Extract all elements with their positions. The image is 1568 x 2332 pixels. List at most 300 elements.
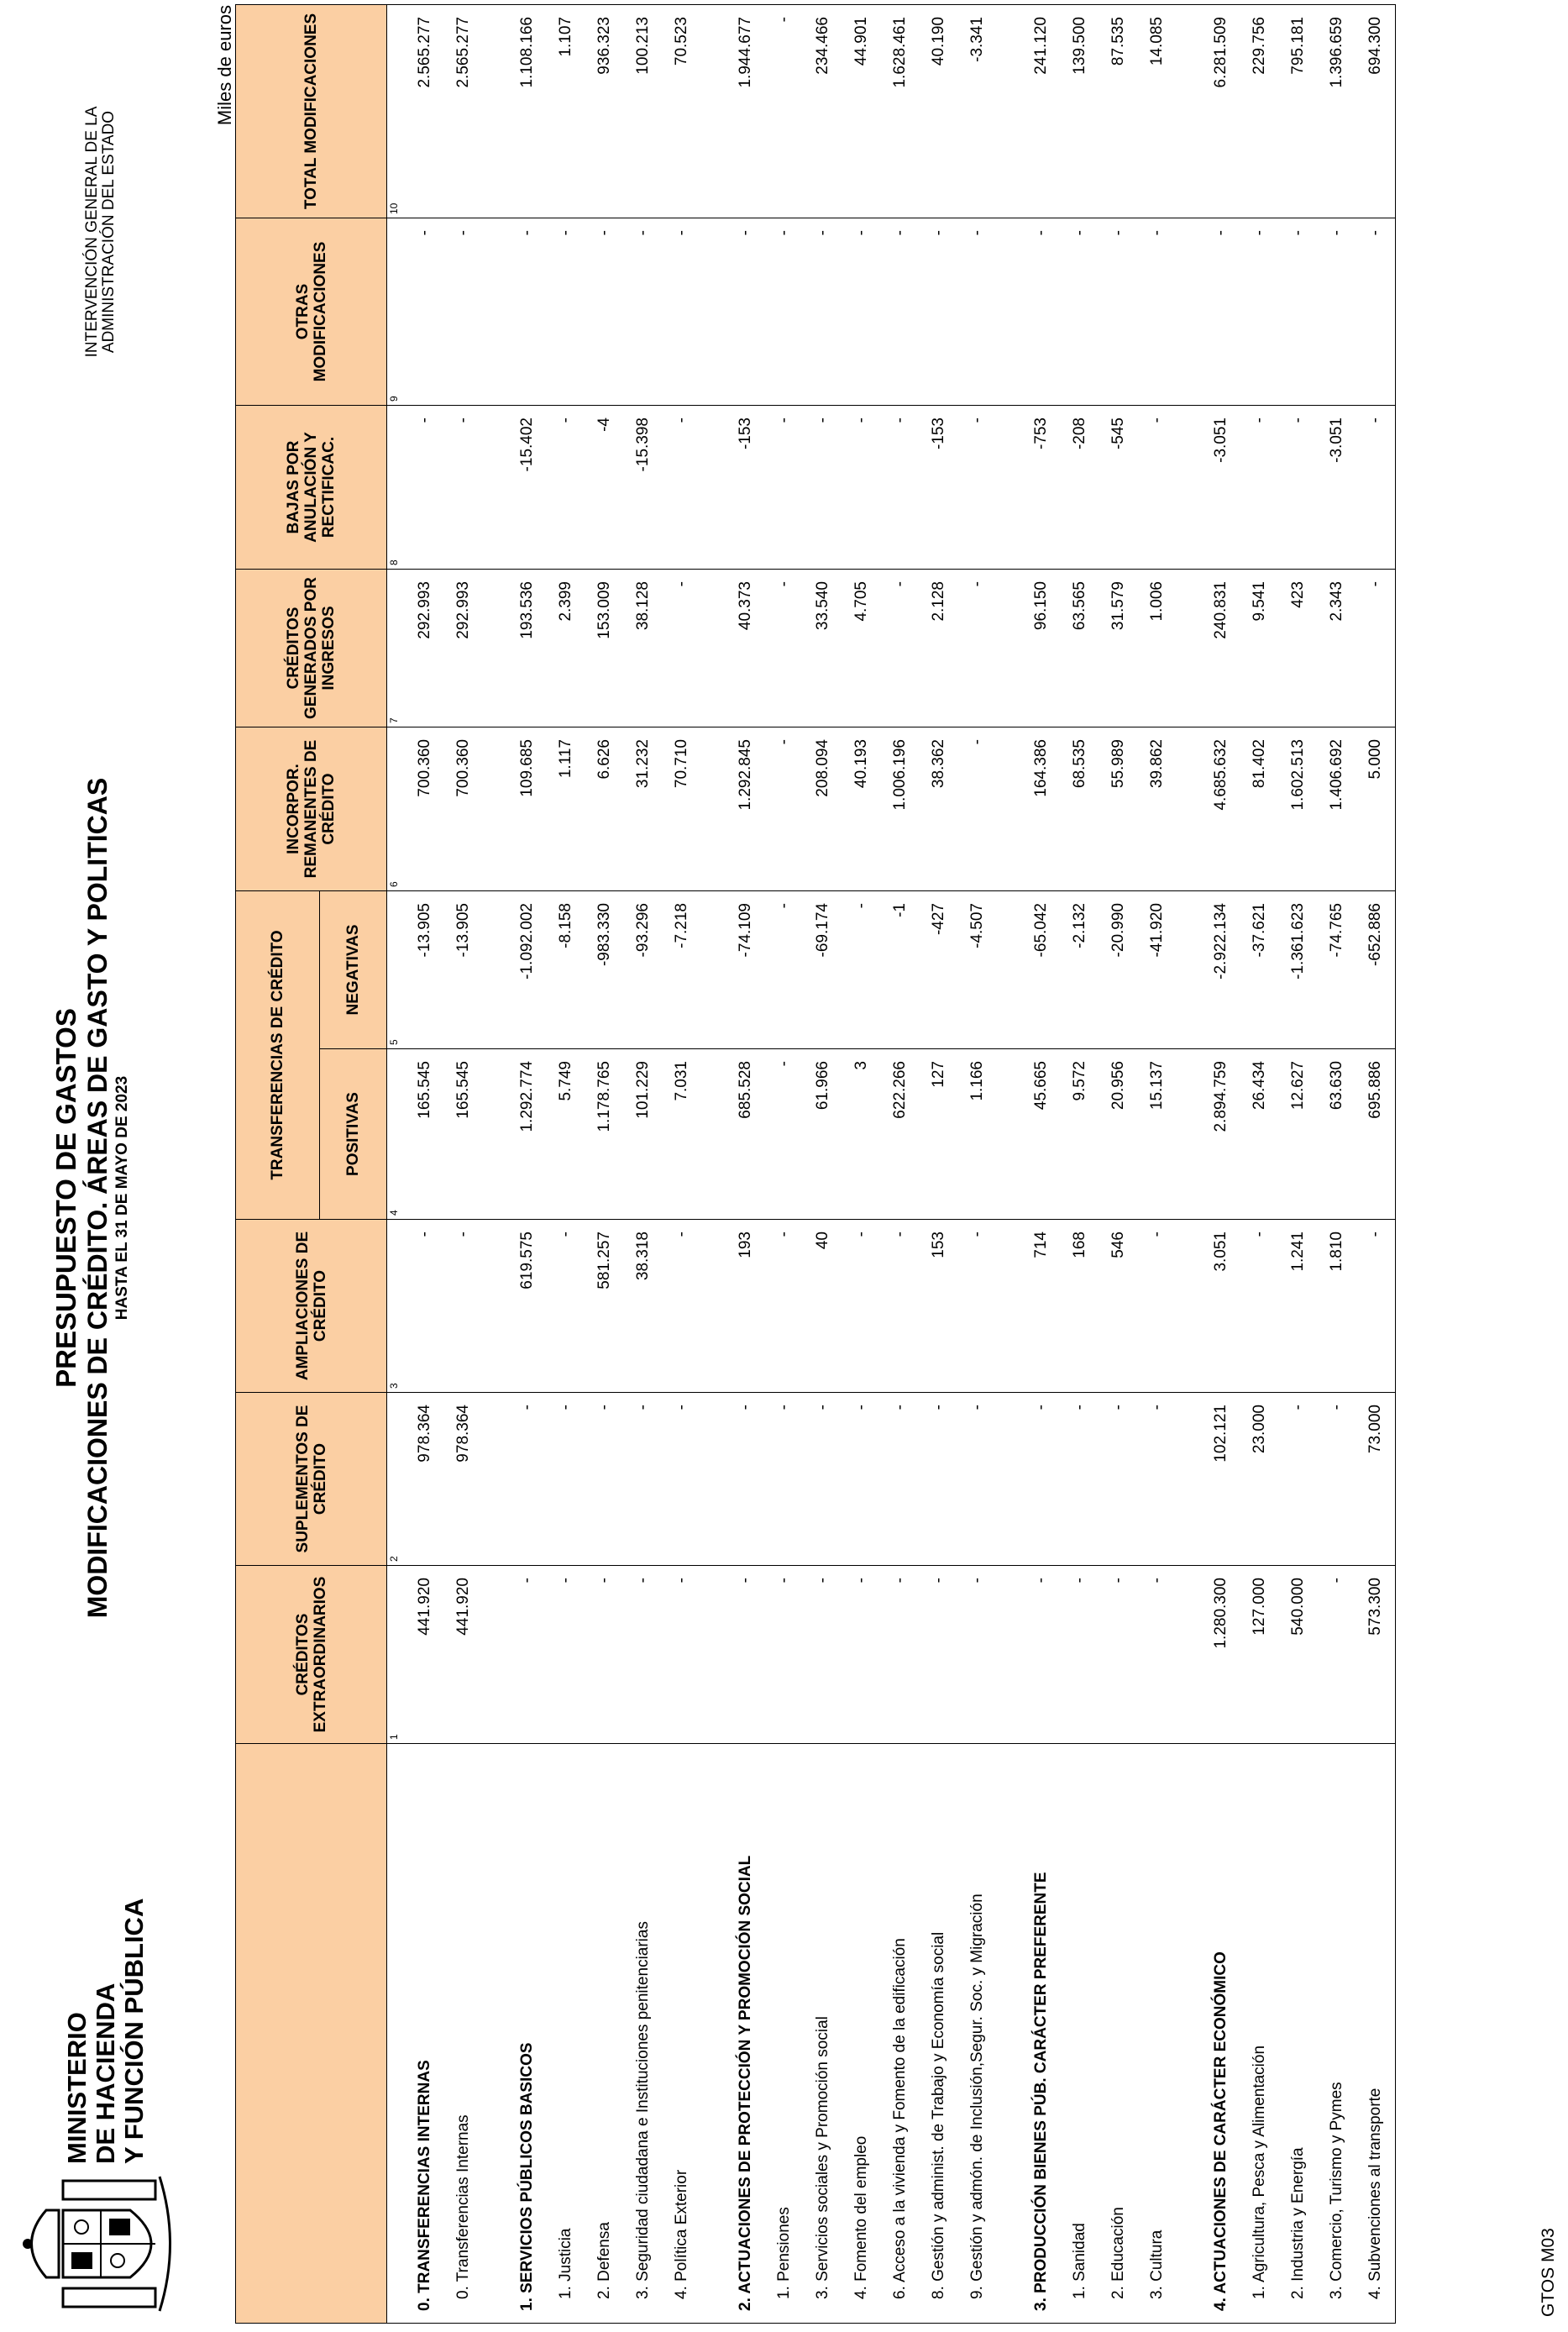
spacer-cell — [483, 570, 508, 727]
spacer-cell — [997, 1049, 1022, 1220]
row-label: 2. Defensa — [585, 1744, 624, 2324]
cell-col-5: - — [842, 891, 881, 1049]
cell-col-10: 100.213 — [624, 5, 663, 218]
row-label: 4. Fomento del empleo — [842, 1744, 881, 2324]
spacer-cell — [997, 891, 1022, 1049]
cell-col-10: 40.190 — [920, 5, 958, 218]
cell-col-7: 292.993 — [401, 570, 444, 727]
cell-col-2: 978.364 — [444, 1393, 483, 1566]
cell-col-7: 9.541 — [1240, 570, 1279, 727]
igae-line-2: ADMINISTRACIÓN DEL ESTADO — [100, 110, 118, 354]
cell-col-9: - — [508, 218, 547, 406]
column-number: 4 — [387, 1049, 401, 1220]
cell-col-6: 6.626 — [585, 727, 624, 891]
row-label: 6. Acceso a la vivienda y Fomento de la edificación — [881, 1744, 920, 2324]
cell-col-9: - — [547, 218, 585, 406]
cell-col-8: -15.402 — [508, 406, 547, 570]
cell-col-6: 70.710 — [663, 727, 701, 891]
table-row — [1356, 5, 1396, 2324]
cell-col-7: 63.565 — [1061, 570, 1099, 727]
cell-col-5: -2.922.134 — [1202, 891, 1240, 1049]
table-row — [444, 5, 483, 2324]
cell-col-8: -3.051 — [1318, 406, 1356, 570]
cell-col-5: -74.765 — [1318, 891, 1356, 1049]
cell-col-9: - — [1356, 218, 1396, 406]
cell-col-10: - — [765, 5, 804, 218]
cell-col-5: -7.218 — [663, 891, 701, 1049]
cell-col-3: - — [444, 1220, 483, 1393]
spacer-cell — [483, 406, 508, 570]
cell-col-7: 2.343 — [1318, 570, 1356, 727]
cell-col-6: 1.406.692 — [1318, 727, 1356, 891]
cell-col-1: 1.280.300 — [1202, 1566, 1240, 1744]
table-row — [547, 5, 585, 2324]
cell-col-5: -983.330 — [585, 891, 624, 1049]
cell-col-2: 23.000 — [1240, 1393, 1279, 1566]
cell-col-7: 292.993 — [444, 570, 483, 727]
spacer-cell — [997, 1744, 1022, 2324]
cell-col-2: - — [958, 1393, 997, 1566]
spacer-cell — [701, 1220, 726, 1393]
cell-col-3: - — [765, 1220, 804, 1393]
cell-col-3: - — [1356, 1220, 1396, 1393]
cell-col-9: - — [842, 218, 881, 406]
cell-col-8: - — [1279, 406, 1318, 570]
row-label: 4. ACTUACIONES DE CARÁCTER ECONÓMICO — [1202, 1744, 1240, 2324]
cell-col-2: - — [1138, 1393, 1177, 1566]
row-label: 0. TRANSFERENCIAS INTERNAS — [401, 1744, 444, 2324]
cell-col-9: - — [881, 218, 920, 406]
spacer-cell — [483, 1393, 508, 1566]
cell-col-2: 978.364 — [401, 1393, 444, 1566]
spacer-cell — [701, 406, 726, 570]
table-row — [765, 5, 804, 2324]
cell-col-9: - — [401, 218, 444, 406]
cell-col-1: - — [1022, 1566, 1061, 1744]
cell-col-6: 164.386 — [1022, 727, 1061, 891]
cell-col-3: - — [663, 1220, 701, 1393]
cell-col-3: 38.318 — [624, 1220, 663, 1393]
cell-col-4: 1.178.765 — [585, 1049, 624, 1220]
table-group-row — [508, 5, 547, 2324]
cell-col-5: - — [765, 891, 804, 1049]
row-label: 1. SERVICIOS PÚBLICOS BASICOS — [508, 1744, 547, 2324]
cell-col-3: 193 — [726, 1220, 765, 1393]
cell-col-8: -3.051 — [1202, 406, 1240, 570]
spacer-row — [997, 5, 1022, 2324]
table-row — [585, 5, 624, 2324]
header-transferencias-negativas: NEGATIVAS — [320, 891, 387, 1049]
row-label: 3. Seguridad ciudadana e Instituciones penitenciarias — [624, 1744, 663, 2324]
spacer-cell — [701, 1393, 726, 1566]
table-body — [387, 5, 1396, 2324]
cell-col-8: - — [804, 406, 842, 570]
cell-col-4: 127 — [920, 1049, 958, 1220]
spacer-cell — [1177, 1049, 1202, 1220]
table-row — [624, 5, 663, 2324]
header-creditos-extraordinarios: CRÉDITOS EXTRAORDINARIOS — [236, 1566, 387, 1744]
cell-col-2: - — [508, 1393, 547, 1566]
cell-col-4: 695.886 — [1356, 1049, 1396, 1220]
cell-col-7: 40.373 — [726, 570, 765, 727]
cell-col-5: -20.990 — [1099, 891, 1138, 1049]
cell-col-4: 685.528 — [726, 1049, 765, 1220]
spacer-cell — [997, 1220, 1022, 1393]
cell-col-4: 1.166 — [958, 1049, 997, 1220]
row-label: 3. Cultura — [1138, 1744, 1177, 2324]
cell-col-10: 44.901 — [842, 5, 881, 218]
table-row — [663, 5, 701, 2324]
row-label: 1. Agricultura, Pesca y Alimentación — [1240, 1744, 1279, 2324]
cell-col-5: -2.132 — [1061, 891, 1099, 1049]
cell-col-10: 14.085 — [1138, 5, 1177, 218]
cell-col-3: 1.810 — [1318, 1220, 1356, 1393]
cell-col-1: 573.300 — [1356, 1566, 1396, 1744]
cell-col-8: - — [663, 406, 701, 570]
spacer-cell — [997, 570, 1022, 727]
cell-col-7: - — [663, 570, 701, 727]
cell-col-6: 40.193 — [842, 727, 881, 891]
table-row — [1240, 5, 1279, 2324]
cell-col-3: - — [958, 1220, 997, 1393]
cell-col-3: - — [547, 1220, 585, 1393]
cell-col-3: 168 — [1061, 1220, 1099, 1393]
cell-col-1: - — [804, 1566, 842, 1744]
igae-line-1: INTERVENCIÓN GENERAL DE LA — [83, 106, 101, 358]
table-group-row — [401, 5, 444, 2324]
spacer-cell — [483, 1049, 508, 1220]
cell-col-9: - — [804, 218, 842, 406]
cell-col-6: - — [958, 727, 997, 891]
cell-col-6: 38.362 — [920, 727, 958, 891]
row-label: 3. Comercio, Turismo y Pymes — [1318, 1744, 1356, 2324]
footer-code: GTOS M03 — [1539, 2228, 1558, 2317]
spacer-cell — [483, 1566, 508, 1744]
cell-col-8: -15.398 — [624, 406, 663, 570]
cell-col-8: - — [958, 406, 997, 570]
cell-col-9: - — [1099, 218, 1138, 406]
cell-col-5: -427 — [920, 891, 958, 1049]
ministry-line-2: DE HACIENDA — [91, 1983, 120, 2164]
header-ampliaciones-credito: AMPLIACIONES DE CRÉDITO — [236, 1220, 387, 1393]
cell-col-8: - — [765, 406, 804, 570]
cell-col-10: 1.628.461 — [881, 5, 920, 218]
spacer-cell — [1177, 218, 1202, 406]
header-otras-modificaciones: OTRAS MODIFICACIONES — [236, 218, 387, 406]
header-bajas-anulacion: BAJAS POR ANULACIÓN Y RECTIFICAC. — [236, 406, 387, 570]
cell-col-6: 1.602.513 — [1279, 727, 1318, 891]
column-number-blank — [387, 1744, 401, 2324]
cell-col-9: - — [624, 218, 663, 406]
cell-col-8: - — [401, 406, 444, 570]
cell-col-4: 3 — [842, 1049, 881, 1220]
spacer-cell — [701, 5, 726, 218]
cell-col-10: 936.323 — [585, 5, 624, 218]
cell-col-4: 1.292.774 — [508, 1049, 547, 1220]
cell-col-4: 165.545 — [401, 1049, 444, 1220]
spacer-cell — [483, 1744, 508, 2324]
cell-col-3: 3.051 — [1202, 1220, 1240, 1393]
cell-col-2: 102.121 — [1202, 1393, 1240, 1566]
cell-col-1: - — [547, 1566, 585, 1744]
cell-col-4: 9.572 — [1061, 1049, 1099, 1220]
row-label: 4. Política Exterior — [663, 1744, 701, 2324]
spacer-cell — [1177, 5, 1202, 218]
title-line-3: HASTA EL 31 DE MAYO DE 2023 — [113, 1075, 131, 1321]
cell-col-5: -13.905 — [444, 891, 483, 1049]
cell-col-2: - — [1279, 1393, 1318, 1566]
cell-col-1: - — [1318, 1566, 1356, 1744]
cell-col-1: - — [1099, 1566, 1138, 1744]
cell-col-10: -3.341 — [958, 5, 997, 218]
cell-col-7: 31.579 — [1099, 570, 1138, 727]
cell-col-4: 15.137 — [1138, 1049, 1177, 1220]
cell-col-6: 68.535 — [1061, 727, 1099, 891]
table-row — [920, 5, 958, 2324]
cell-col-9: - — [1240, 218, 1279, 406]
cell-col-8: -545 — [1099, 406, 1138, 570]
cell-col-7: 96.150 — [1022, 570, 1061, 727]
cell-col-6: 208.094 — [804, 727, 842, 891]
cell-col-5: -1.092.002 — [508, 891, 547, 1049]
cell-col-1: - — [842, 1566, 881, 1744]
spacer-cell — [1177, 1393, 1202, 1566]
cell-col-7: 193.536 — [508, 570, 547, 727]
cell-col-10: 6.281.509 — [1202, 5, 1240, 218]
cell-col-3: - — [1138, 1220, 1177, 1393]
spacer-cell — [1177, 406, 1202, 570]
cell-col-1: 441.920 — [401, 1566, 444, 1744]
cell-col-5: -13.905 — [401, 891, 444, 1049]
cell-col-10: 229.756 — [1240, 5, 1279, 218]
cell-col-3: - — [842, 1220, 881, 1393]
cell-col-5: -93.296 — [624, 891, 663, 1049]
cell-col-8: - — [842, 406, 881, 570]
cell-col-9: - — [765, 218, 804, 406]
cell-col-2: - — [663, 1393, 701, 1566]
cell-col-8: -153 — [920, 406, 958, 570]
cell-col-8: -4 — [585, 406, 624, 570]
cell-col-4: 7.031 — [663, 1049, 701, 1220]
spacer-cell — [701, 1566, 726, 1744]
cell-col-2: - — [585, 1393, 624, 1566]
cell-col-8: - — [881, 406, 920, 570]
spacer-cell — [1177, 727, 1202, 891]
table-row — [1099, 5, 1138, 2324]
cell-col-6: 700.360 — [444, 727, 483, 891]
cell-col-4: 165.545 — [444, 1049, 483, 1220]
cell-col-9: - — [444, 218, 483, 406]
cell-col-10: 234.466 — [804, 5, 842, 218]
cell-col-7: 1.006 — [1138, 570, 1177, 727]
spacer-row — [701, 5, 726, 2324]
cell-col-9: - — [920, 218, 958, 406]
cell-col-1: - — [1138, 1566, 1177, 1744]
cell-col-5: -1 — [881, 891, 920, 1049]
cell-col-2: - — [842, 1393, 881, 1566]
cell-col-7: 423 — [1279, 570, 1318, 727]
cell-col-2: - — [624, 1393, 663, 1566]
cell-col-7: - — [881, 570, 920, 727]
cell-col-8: - — [1356, 406, 1396, 570]
column-number: 1 — [387, 1566, 401, 1744]
cell-col-2: - — [881, 1393, 920, 1566]
cell-col-4: 5.749 — [547, 1049, 585, 1220]
cell-col-10: 87.535 — [1099, 5, 1138, 218]
spacer-cell — [997, 5, 1022, 218]
cell-col-3: - — [881, 1220, 920, 1393]
cell-col-2: - — [547, 1393, 585, 1566]
coat-of-arms-logo — [13, 2172, 189, 2315]
cell-col-2: - — [1061, 1393, 1099, 1566]
cell-col-10: 694.300 — [1356, 5, 1396, 218]
header-total-modificaciones: TOTAL MODIFICACIONES — [236, 5, 387, 218]
header-creditos-generados: CRÉDITOS GENERADOS POR INGRESOS — [236, 570, 387, 727]
ministry-name — [63, 1899, 149, 2164]
spacer-cell — [483, 5, 508, 218]
spacer-cell — [1177, 1744, 1202, 2324]
cell-col-8: - — [547, 406, 585, 570]
cell-col-7: 38.128 — [624, 570, 663, 727]
cell-col-6: 1.117 — [547, 727, 585, 891]
cell-col-9: - — [726, 218, 765, 406]
cell-col-8: -753 — [1022, 406, 1061, 570]
cell-col-1: - — [1061, 1566, 1099, 1744]
cell-col-1: - — [881, 1566, 920, 1744]
row-label: 2. Industria y Energía — [1279, 1744, 1318, 2324]
spacer-cell — [1177, 570, 1202, 727]
cell-col-9: - — [1061, 218, 1099, 406]
spacer-cell — [1177, 1566, 1202, 1744]
spacer-cell — [997, 1393, 1022, 1566]
cell-col-1: 441.920 — [444, 1566, 483, 1744]
spacer-cell — [997, 1566, 1022, 1744]
cell-col-7: 240.831 — [1202, 570, 1240, 727]
cell-col-5: -69.174 — [804, 891, 842, 1049]
cell-col-3: - — [401, 1220, 444, 1393]
table-row — [881, 5, 920, 2324]
spacer-row — [1177, 5, 1202, 2324]
table-group-row — [726, 5, 765, 2324]
row-label: 3. Servicios sociales y Promoción social — [804, 1744, 842, 2324]
cell-col-9: - — [1279, 218, 1318, 406]
cell-col-10: 1.107 — [547, 5, 585, 218]
cell-col-9: - — [585, 218, 624, 406]
cell-col-7: 2.128 — [920, 570, 958, 727]
cell-col-6: 1.006.196 — [881, 727, 920, 891]
spacer-cell — [701, 1049, 726, 1220]
cell-col-4: 12.627 — [1279, 1049, 1318, 1220]
cell-col-6: 700.360 — [401, 727, 444, 891]
cell-col-5: -652.886 — [1356, 891, 1396, 1049]
cell-col-8: -153 — [726, 406, 765, 570]
cell-col-3: 153 — [920, 1220, 958, 1393]
spacer-cell — [701, 727, 726, 891]
cell-col-9: - — [958, 218, 997, 406]
table-group-row — [1022, 5, 1061, 2324]
row-label: 0. Transferencias Internas — [444, 1744, 483, 2324]
cell-col-10: 1.396.659 — [1318, 5, 1356, 218]
column-number: 8 — [387, 406, 401, 570]
cell-col-7: 153.009 — [585, 570, 624, 727]
spacer-row — [483, 5, 508, 2324]
row-label: 3. PRODUCCIÓN BIENES PÚB. CARÁCTER PREFERENTE — [1022, 1744, 1061, 2324]
cell-col-7: 4.705 — [842, 570, 881, 727]
cell-col-10: 139.500 — [1061, 5, 1099, 218]
cell-col-4: 2.894.759 — [1202, 1049, 1240, 1220]
row-label: 4. Subvenciones al transporte — [1356, 1744, 1396, 2324]
cell-col-3: 581.257 — [585, 1220, 624, 1393]
cell-col-1: 127.000 — [1240, 1566, 1279, 1744]
cell-col-5: -41.920 — [1138, 891, 1177, 1049]
cell-col-7: 2.399 — [547, 570, 585, 727]
row-label: 1. Pensiones — [765, 1744, 804, 2324]
cell-col-8: - — [1240, 406, 1279, 570]
cell-col-9: - — [1022, 218, 1061, 406]
cell-col-4: 61.966 — [804, 1049, 842, 1220]
units-label: Miles de euros — [214, 5, 235, 126]
spacer-cell — [997, 218, 1022, 406]
igae-label — [84, 13, 118, 450]
cell-col-4: 101.229 — [624, 1049, 663, 1220]
spacer-cell — [997, 727, 1022, 891]
column-number: 5 — [387, 891, 401, 1049]
spacer-cell — [997, 406, 1022, 570]
cell-col-10: 2.565.277 — [444, 5, 483, 218]
cell-col-1: - — [765, 1566, 804, 1744]
cell-col-3: 619.575 — [508, 1220, 547, 1393]
table-row — [1061, 5, 1099, 2324]
cell-col-5: -74.109 — [726, 891, 765, 1049]
title-line-1: PRESUPUESTO DE GASTOS — [50, 1008, 81, 1388]
cell-col-5: -8.158 — [547, 891, 585, 1049]
cell-col-10: 70.523 — [663, 5, 701, 218]
cell-col-7: - — [1356, 570, 1396, 727]
cell-col-8: - — [1138, 406, 1177, 570]
cell-col-1: - — [726, 1566, 765, 1744]
cell-col-10: 1.944.677 — [726, 5, 765, 218]
cell-col-9: - — [1138, 218, 1177, 406]
row-label: 1. Justicia — [547, 1744, 585, 2324]
table-row — [958, 5, 997, 2324]
cell-col-1: - — [663, 1566, 701, 1744]
spacer-cell — [1177, 891, 1202, 1049]
cell-col-6: 1.292.845 — [726, 727, 765, 891]
column-number: 10 — [387, 5, 401, 218]
report-title — [50, 568, 133, 1828]
cell-col-4: 45.665 — [1022, 1049, 1061, 1220]
column-number: 7 — [387, 570, 401, 727]
cell-col-2: - — [726, 1393, 765, 1566]
table-row — [842, 5, 881, 2324]
ministry-line-3: Y FUNCIÓN PÚBLICA — [119, 1898, 149, 2164]
cell-col-3: 714 — [1022, 1220, 1061, 1393]
header-suplementos-credito: SUPLEMENTOS DE CRÉDITO — [236, 1393, 387, 1566]
cell-col-6: 31.232 — [624, 727, 663, 891]
cell-col-1: - — [920, 1566, 958, 1744]
cell-col-10: 2.565.277 — [401, 5, 444, 218]
title-line-2: MODIFICACIONES DE CRÉDITO. ÁREAS DE GASTO Y POLITICAS — [82, 777, 113, 1619]
cell-col-3: 1.241 — [1279, 1220, 1318, 1393]
cell-col-6: 39.862 — [1138, 727, 1177, 891]
cell-col-2: - — [1318, 1393, 1356, 1566]
cell-col-4: 63.630 — [1318, 1049, 1356, 1220]
cell-col-7: 33.540 — [804, 570, 842, 727]
cell-col-8: - — [444, 406, 483, 570]
spacer-cell — [701, 1744, 726, 2324]
modifications-table — [235, 4, 1396, 2324]
cell-col-3: 40 — [804, 1220, 842, 1393]
